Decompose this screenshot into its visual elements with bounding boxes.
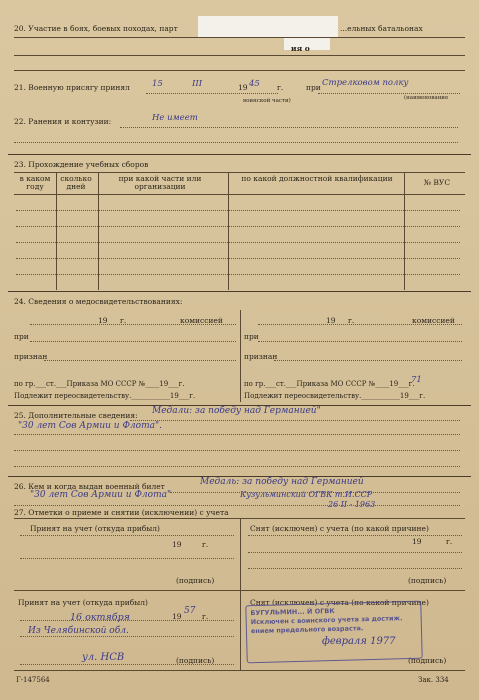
s25-line2: "30 лет Сов Армии и Флота".: [18, 421, 162, 431]
s24-right-order: по гр.___ст.___Приказа МО СССР №____19___г.: [244, 380, 415, 388]
footer-right: Зак. 334: [418, 676, 449, 684]
s21-label: 21. Военную присягу принял: [14, 83, 130, 92]
footer-left: Г-147564: [16, 676, 50, 684]
deregistration-stamp: [245, 601, 422, 664]
s27-r1-year: 19: [412, 537, 422, 546]
s23-col-vus: № ВУС: [423, 178, 451, 187]
s26-line2: "30 лет Сов Армии и Флота": [30, 490, 172, 500]
s21-year-prefix: 19: [238, 83, 248, 92]
s27-a2-from: Из Челябинской обл.: [28, 626, 129, 636]
s24-year-hw: 71: [411, 375, 422, 385]
s27-a2-year-prefix: 19: [172, 612, 182, 621]
s22-value: Не имеет: [152, 113, 198, 123]
s27-a1-year: 19: [172, 540, 182, 549]
s23-col-days: сколько дней: [60, 174, 92, 191]
s24-left-commission: комиссией: [180, 316, 223, 325]
s21-note-name: (наименование: [404, 95, 449, 101]
s27-a2-g: г.: [202, 612, 209, 621]
s27-accepted: Принят на учет (откуда прибыл): [30, 524, 160, 533]
s24-right-g: г.: [348, 316, 355, 325]
s26-line2b: Кузульминский ОГВК т.И.ССР: [240, 490, 373, 499]
s27-a1-sign: (подпись): [176, 576, 215, 585]
s23-col-year: в каком году: [19, 174, 51, 191]
s24-right-pri: при: [244, 332, 259, 341]
s27-accepted2: Принят на учет (откуда прибыл): [18, 598, 148, 607]
s27-r1-g: г.: [446, 537, 453, 546]
stamp-line3: ением предельного возраста.: [250, 624, 364, 636]
s27-a2-sign: (подпись): [176, 656, 215, 665]
s27-removed: Снят (исключен) с учета (по какой причине): [250, 524, 429, 533]
s26-line1: Медаль: за победу над Германией: [200, 477, 364, 487]
s24-left-order: по гр.___ст.___Приказа МО СССР №____19___г.: [14, 380, 185, 388]
redaction-top: [198, 16, 338, 38]
s27-removed2: Снят (исключен) с учета (по какой причине): [250, 598, 429, 607]
s24-left-pri: при: [14, 332, 29, 341]
s21-day: 15: [152, 79, 163, 89]
s20-right: ...ельных батальонах: [340, 24, 423, 33]
s24-right-year: 19: [326, 316, 336, 325]
s24-label: 24. Сведения о медосвидетельствованиях:: [14, 297, 183, 306]
s21-year: 45: [249, 79, 260, 89]
s20-line2: ия о: [291, 44, 310, 53]
s25-line1: Медали: за победу над Германией": [152, 406, 321, 416]
s24-left-year: 19: [98, 316, 108, 325]
s27-a2-date: 16 октября: [70, 612, 130, 623]
s23-label: 23. Прохождение учебных сборов: [14, 160, 149, 169]
s27-a2-signature: ул. НСВ: [82, 652, 125, 663]
s24-right-priznan: признан: [244, 352, 278, 361]
stamp-date: февраля 1977: [322, 636, 396, 647]
s24-right-commission: комиссией: [412, 316, 455, 325]
s27-a1-g: г.: [202, 540, 209, 549]
s24-left-recheck: Подлежит переосвидетельству.___________19___г.: [14, 392, 196, 400]
s26-label: 26. Кем и когда выдан военный билет: [14, 482, 165, 491]
s23-col-unit: при какой части или организации: [118, 174, 202, 191]
s24-right-recheck: Подлежит переосвидетельству.___________19___г.: [244, 392, 426, 400]
s21-note-unit: воинской части): [243, 98, 291, 104]
s27-label: 27. Отметки о приеме и снятии (исключении) с учета: [14, 508, 229, 517]
s27-r1-sign: (подпись): [408, 576, 447, 585]
s21-year-suffix: г.: [277, 83, 284, 92]
s21-unit: Стрелковом полку: [322, 78, 409, 88]
s27-r2-sign: (подпись): [408, 656, 447, 665]
s23-col-qual: по какой должностной квалификации: [241, 174, 393, 183]
s21-month: III: [192, 79, 203, 89]
s25-label: 25. Дополнительные сведения:: [14, 411, 138, 420]
s24-left-g: г.: [120, 316, 127, 325]
s24-left-priznan: признан: [14, 352, 48, 361]
s21-at: при: [306, 83, 321, 92]
s22-label: 22. Ранения и контузии:: [14, 117, 112, 126]
s20-label: 20. Участие в боях, боевых походах, парт: [14, 24, 178, 33]
s27-a2-year: 57: [184, 606, 196, 616]
stamp-line1: БУГУЛЬМИН... Й ОГВК: [250, 606, 335, 618]
stamp-line2: Исключен с воинского учета за достиж.: [250, 614, 403, 627]
s26-date: 26 II - 1963: [328, 500, 376, 509]
